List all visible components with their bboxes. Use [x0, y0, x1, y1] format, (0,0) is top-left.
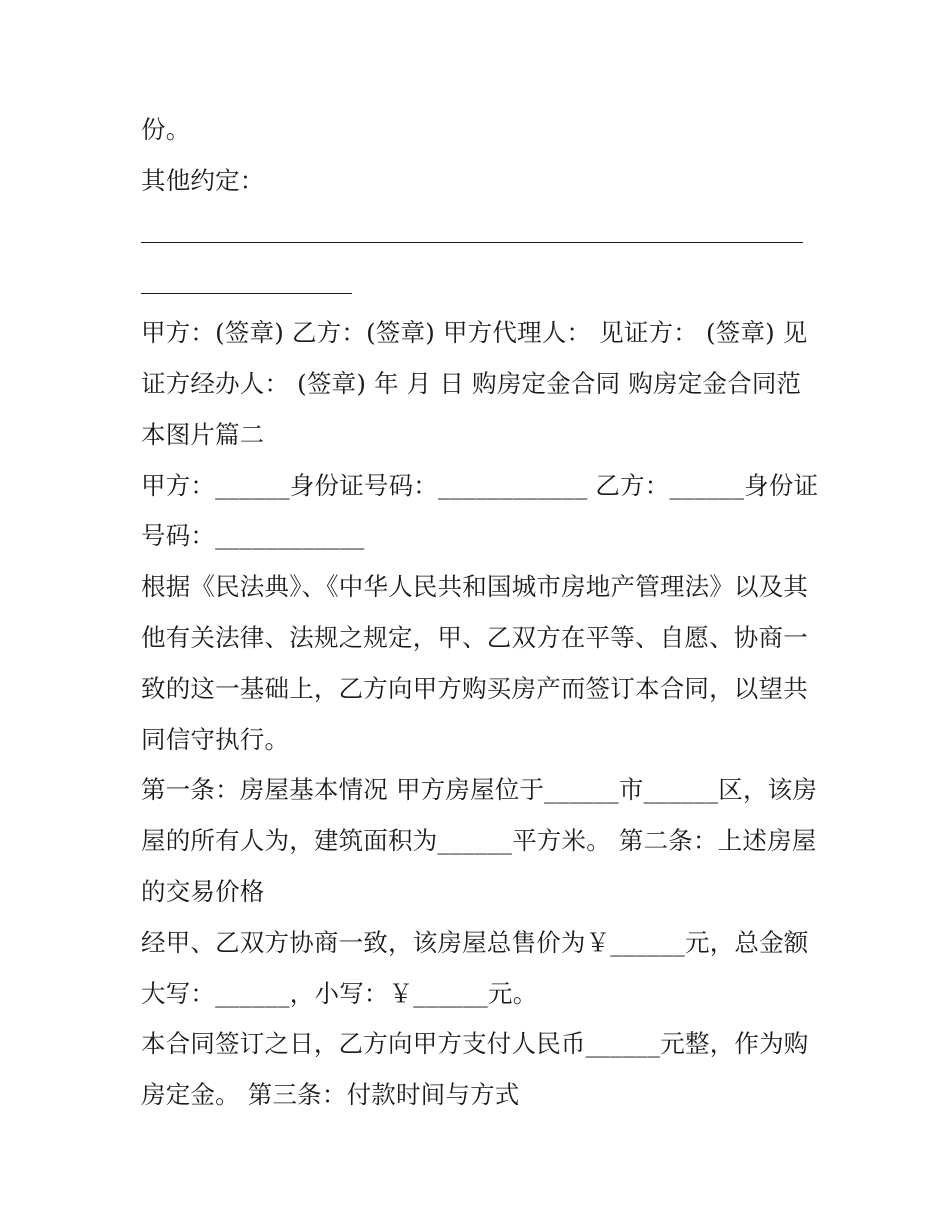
total-price-paragraph: 经甲、乙双方协商一致，该房屋总售价为￥______元，总金额大写：______，小写：￥______元。	[141, 927, 809, 1008]
legal-basis-paragraph: 根据《民法典》、《中华人民共和国城市房地产管理法》以及其他有关法律、法规之规定，甲、乙双方在平等、自愿、协商一致的这一基础上，乙方向甲方购买房产而签订本合同，以望共同信守执行。	[141, 572, 809, 754]
paragraph-ending: 份。	[141, 115, 191, 144]
other-agreements-label: 其他约定：	[141, 165, 265, 195]
blank-line-short	[141, 257, 821, 308]
signature-block: 甲方：(签章) 乙方：(签章) 甲方代理人： 见证方： (签章) 见证方经办人： (签章) 年 月 日 购房定金合同 购房定金合同范本图片篇二	[141, 318, 808, 449]
blank-line-full	[141, 207, 821, 258]
deposit-paragraph: 本合同签订之日，乙方向甲方支付人民币______元整，作为购房定金。 第三条：付款时间与方式	[141, 1029, 809, 1110]
article-one-property-info: 第一条：房屋基本情况 甲方房屋位于______市______区，该房屋的所有人为，建筑面积为______平方米。 第二条：上述房屋的交易价格	[141, 775, 818, 906]
document-page	[141, 105, 821, 1121]
parties-id-fields: 甲方：______身份证号码：____________ 乙方：______身份证号码：____________	[141, 470, 819, 551]
